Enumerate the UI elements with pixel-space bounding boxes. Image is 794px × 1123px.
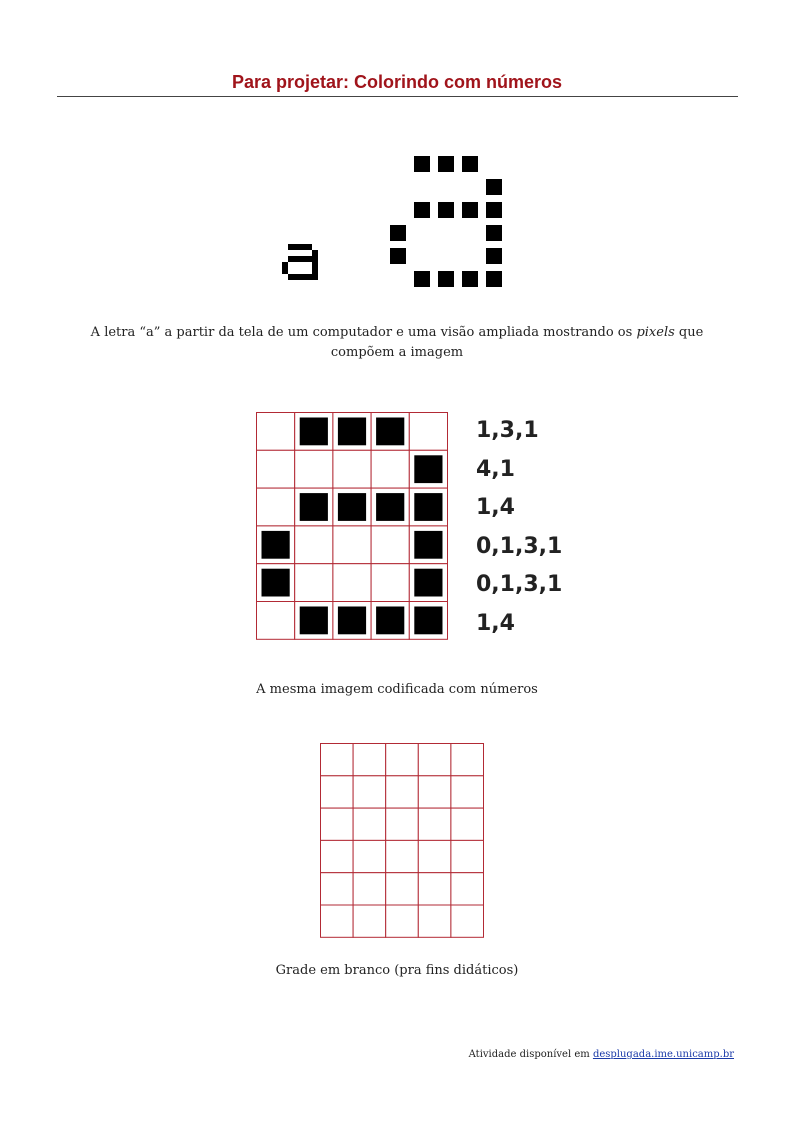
small-letter-a-pixels: [276, 238, 320, 294]
blank-cell: [353, 744, 386, 776]
blank-cell: [321, 744, 354, 776]
blank-cell: [418, 808, 451, 840]
filled-cell: [262, 569, 290, 597]
blank-cell: [418, 905, 451, 937]
pixel-square: [462, 271, 478, 287]
filled-cell: [300, 493, 328, 521]
small-pixel: [288, 244, 312, 250]
row-code: 0,1,3,1: [476, 533, 563, 559]
filled-cell: [414, 531, 442, 559]
filled-cell: [376, 493, 404, 521]
blank-cell: [386, 808, 419, 840]
pixel-square: [486, 248, 502, 264]
blank-cell: [418, 840, 451, 872]
pixel-square: [462, 202, 478, 218]
pixel-square: [438, 202, 454, 218]
pixel-square: [414, 271, 430, 287]
pixel-square: [414, 202, 430, 218]
pixel-square: [486, 202, 502, 218]
pixel-square: [438, 156, 454, 172]
blank-cell: [386, 840, 419, 872]
filled-cell: [414, 569, 442, 597]
grid-cell: [257, 450, 295, 488]
grid-cell: [371, 564, 409, 602]
grid-cell: [295, 526, 333, 564]
grid-cell: [257, 602, 295, 640]
blank-cell: [386, 873, 419, 905]
filled-cell: [376, 607, 404, 635]
grid-cell: [295, 450, 333, 488]
title-divider: [57, 96, 738, 97]
row-code: 1,4: [476, 495, 515, 520]
blank-cell: [321, 873, 354, 905]
grid-cell: [333, 526, 371, 564]
filled-cell: [376, 418, 404, 446]
footer-link[interactable]: desplugada.ime.unicamp.br: [592, 1049, 734, 1060]
row-code: 1,3,1: [476, 418, 539, 443]
row-codes: [476, 412, 562, 643]
filled-cell: [414, 493, 442, 521]
figure3-caption: Grade em branco (pra fins didáticos): [275, 963, 519, 978]
pixel-square: [390, 248, 406, 264]
small-pixel: [312, 250, 318, 262]
blank-cell: [321, 808, 354, 840]
blank-cell: [386, 776, 419, 808]
blank-cell: [353, 808, 386, 840]
pixel-square: [486, 179, 502, 195]
blank-cell: [451, 808, 484, 840]
grid-cell: [295, 564, 333, 602]
filled-cell: [338, 418, 366, 446]
blank-cell: [353, 840, 386, 872]
figure1-caption-text-2: que compõem a imagem: [330, 325, 704, 360]
footer-note: [469, 1049, 734, 1060]
blank-cell: [321, 905, 354, 937]
grid-cell: [333, 450, 371, 488]
page-title: Para projetar: Colorindo com números: [231, 72, 563, 92]
filled-cell: [414, 607, 442, 635]
blank-cell: [386, 744, 419, 776]
row-code: 1,4: [476, 610, 515, 636]
row-code: 4,1: [476, 456, 515, 482]
pixel-square: [486, 271, 502, 287]
small-pixel: [312, 262, 318, 274]
blank-cell: [418, 744, 451, 776]
encoded-pixel-grid: [256, 412, 449, 641]
blank-cell: [353, 776, 386, 808]
blank-cell: [418, 776, 451, 808]
blank-cell: [451, 873, 484, 905]
blank-cell: [353, 905, 386, 937]
figure1-caption: [60, 323, 734, 363]
grid-cell: [371, 526, 409, 564]
filled-cell: [338, 607, 366, 635]
blank-cell: [451, 905, 484, 937]
filled-cell: [300, 607, 328, 635]
figure1-caption-text-1: A letra “a” a partir da tela de um computador e uma visão ampliada mostrando os: [90, 325, 637, 340]
small-pixel: [288, 274, 318, 280]
blank-cell: [353, 873, 386, 905]
small-pixel: [288, 256, 312, 262]
filled-cell: [300, 418, 328, 446]
pixel-square: [438, 271, 454, 287]
pixel-square: [462, 156, 478, 172]
blank-grid: [320, 743, 485, 939]
grid-cell: [371, 450, 409, 488]
pixel-square: [486, 225, 502, 241]
blank-cell: [418, 873, 451, 905]
pixel-square: [390, 225, 406, 241]
filled-cell: [338, 493, 366, 521]
small-pixel: [282, 262, 288, 274]
blank-cell: [451, 840, 484, 872]
figure2-caption: A mesma imagem codificada com números: [256, 682, 538, 697]
grid-cell: [257, 488, 295, 526]
grid-cell: [409, 413, 447, 451]
pixel-square: [414, 156, 430, 172]
grid-cell: [257, 413, 295, 451]
blank-cell: [386, 905, 419, 937]
grid-cell: [333, 564, 371, 602]
blank-cell: [321, 776, 354, 808]
filled-cell: [414, 455, 442, 483]
footer-text: Atividade disponível em: [468, 1049, 593, 1060]
filled-cell: [262, 531, 290, 559]
blank-cell: [451, 744, 484, 776]
enlarged-letter-a-pixels: [386, 152, 508, 292]
row-code: 0,1,3,1: [476, 572, 563, 597]
figure1-caption-emphasis: pixels: [636, 325, 675, 340]
blank-cell: [321, 840, 354, 872]
blank-cell: [451, 776, 484, 808]
